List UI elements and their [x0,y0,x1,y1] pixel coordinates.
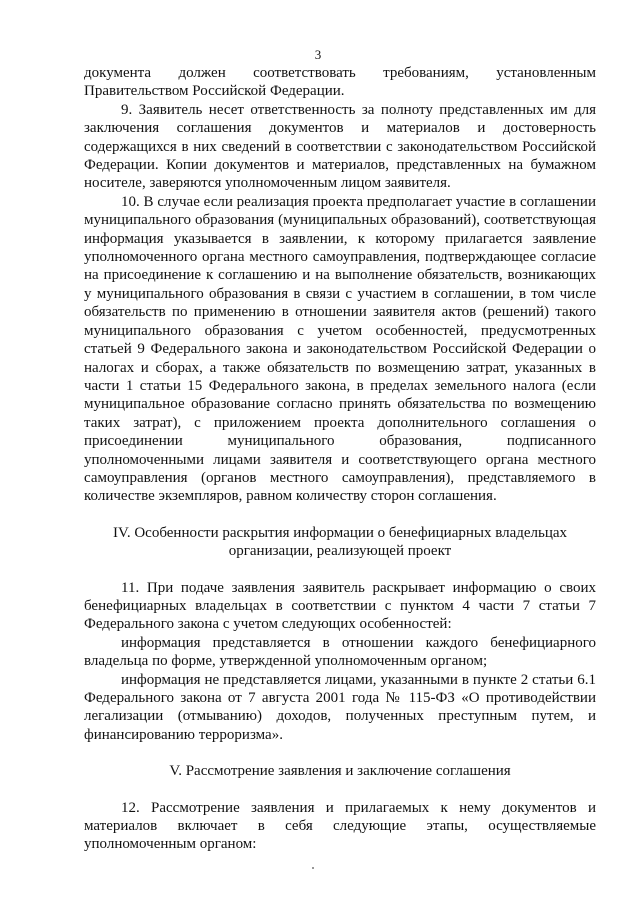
paragraph: 10. В случае если реализация проекта предполагает участие в соглашении муниципального образования (муниципальных образований), соответствующая информация указывается в заявлении, к которому прилагается заявление уполномоченного органа местного самоуправления, подтверждающее согласие на присоединение к соглашению и на выполнение обязательств, возникающих у муниципального образования в связи с участием в соглашении, в том числе обязательств по применению в отношении заявителя актов (решений) такого муниципального образования с учетом особенностей, предусмотренных статьей 9 Федерального закона и законодательством Российской Федерации о налогах и сборах, а также обязательств по возмещению затрат, указанных в части 1 статьи 15 Федерального закона, в пределах земельного налога (если муниципальное образование согласно принять обязательства по возмещению таких затрат), с приложением проекта дополнительного соглашения о присоединении муниципального образования, подписанного уполномоченными лицами заявителя и соответствующего органа местного самоуправления (органов местного самоуправления), представляемого в количестве экземпляров, равном количеству сторон соглашения. [84,193,596,505]
heading-line: V. Рассмотрение заявления и заключение соглашения [169,763,511,780]
section-gap [84,781,596,799]
paragraph: 12. Рассмотрение заявления и прилагаемых к нему документов и материалов включает в себя следующие этапы, осуществляемые уполномоченным органом: [84,799,596,853]
section-gap [84,561,596,579]
section-gap [84,744,596,762]
scan-speck [312,867,314,869]
page-number: 3 [314,47,322,62]
heading-line: организации, реализующей проект [228,543,452,560]
section-heading [84,762,596,780]
document-body [84,64,596,854]
paragraph: Правительством Российской Федерации. [84,83,345,100]
paragraph: документа должен соответствовать требованиям, установленным [84,65,596,81]
paragraph: 11. При подаче заявления заявитель раскрывает информацию о своих бенефициарных владельцах в соответствии с пунктом 4 части 7 статьи 7 Федерального закона с учетом следующих особенностей: [84,579,596,633]
section-gap [84,506,596,524]
paragraph: информация представляется в отношении каждого бенефициарного владельца по форме, утвержденной уполномоченным органом; [84,634,596,670]
heading-line: IV. Особенности раскрытия информации о бенефициарных владельцах [112,524,568,541]
paragraph: 9. Заявитель несет ответственность за полноту представленных им для заключения соглашения документов и материалов и достоверность содержащихся в них сведений в соответствии с законодательством Российской Федерации. Копии документов и материалов, представленных на бумажном носителе, заверяются уполномоченным лицом заявителя. [84,101,596,192]
paragraph: информация не представляется лицами, указанными в пункте 2 статьи 6.1 Федерального закона от 7 августа 2001 года № 115-ФЗ «О противодействии легализации (отмыванию) доходов, полученных преступным путем, и финансированию терроризма». [84,671,596,743]
section-heading [84,524,596,561]
